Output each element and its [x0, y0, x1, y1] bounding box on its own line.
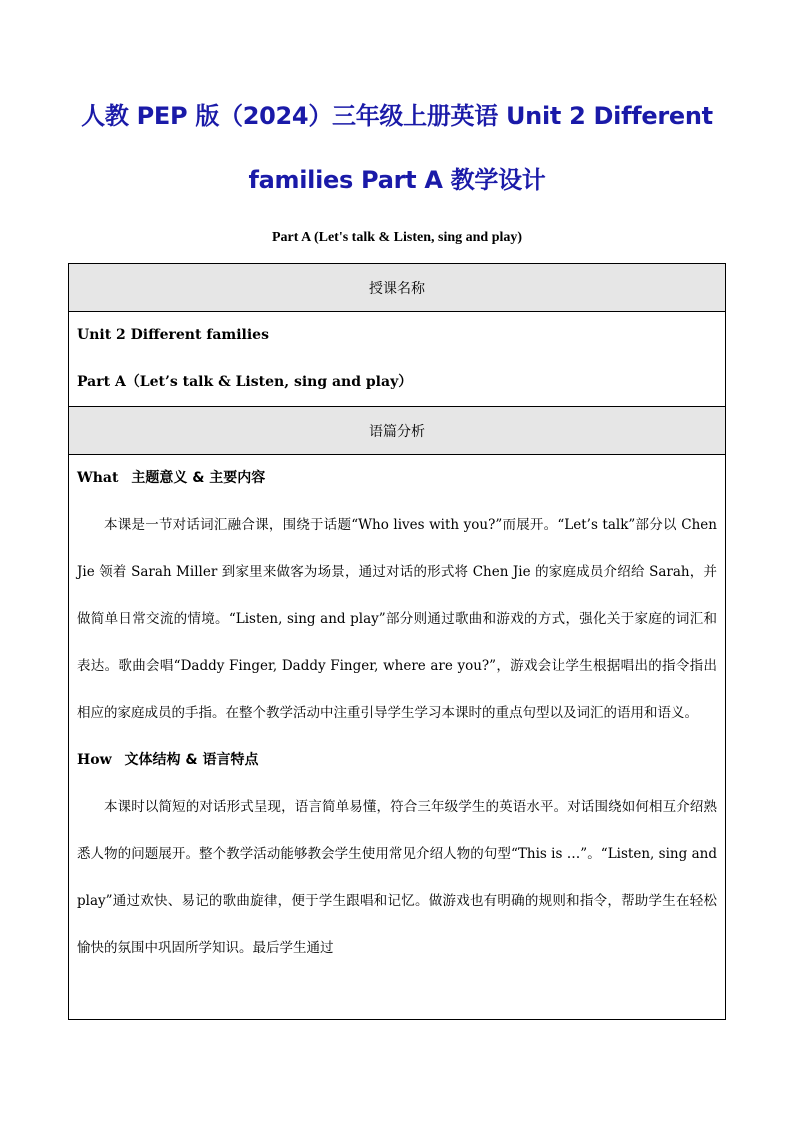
lesson-name-unit: Unit 2 Different families: [77, 327, 269, 343]
what-heading-en: What: [77, 470, 119, 486]
lesson-name-part: Part A（Let’s talk & Listen, sing and play）: [77, 374, 413, 390]
lesson-subtitle: Part A (Let's talk & Listen, sing and play): [271, 230, 523, 245]
lesson-plan-table: [68, 263, 726, 1020]
how-heading-cn: 文体结构 & 语言特点: [124, 752, 259, 768]
how-paragraph: 本课时以简短的对话形式呈现，语言简单易懂，符合三年级学生的英语水平。对话围绕如何相互介绍熟悉人物的问题展开。整个教学活动能够教会学生使用常见介绍人物的句型“This is …”。“Listen, sing and play”通过欢快、易记的歌曲旋律，便于学生跟唱和记忆。做游戏也有明确的规则和指令，帮助学生在轻松愉快的氛围中巩固所学知识。最后学生通过: [77, 799, 717, 956]
how-heading: [77, 737, 717, 784]
text-analysis-cell: [69, 455, 726, 1020]
lesson-name-header: 授课名称: [69, 264, 726, 312]
document-title: 人教 PEP 版（2024）三年级上册英语 Unit 2 Different families Part A 教学设计: [81, 102, 713, 194]
what-paragraph: 本课是一节对话词汇融合课，围绕于话题“Who lives with you?”而展开。“Let’s talk”部分以 Chen Jie 领着 Sarah Miller 到家里来做客为场景，通过对话的形式将 Chen Jie 的家庭成员介绍给 Sarah，并做简单日常交流的情境。“Listen, sing and play”部分则通过歌曲和游戏的方式，强化关于家庭的词汇和表达。歌曲会唱“Daddy Finger, Daddy Finger, where are you?”，游戏会让学生根据唱出的指令指出相应的家庭成员的手指。在整个教学活动中注重引导学生学习本课时的重点句型以及词汇的语用和语义。: [77, 517, 717, 721]
what-heading: [77, 455, 717, 502]
what-heading-cn: 主题意义 & 主要内容: [131, 470, 266, 486]
text-analysis-header: 语篇分析: [69, 407, 726, 455]
lesson-name-cell: [69, 312, 726, 407]
how-heading-en: How: [77, 752, 112, 768]
